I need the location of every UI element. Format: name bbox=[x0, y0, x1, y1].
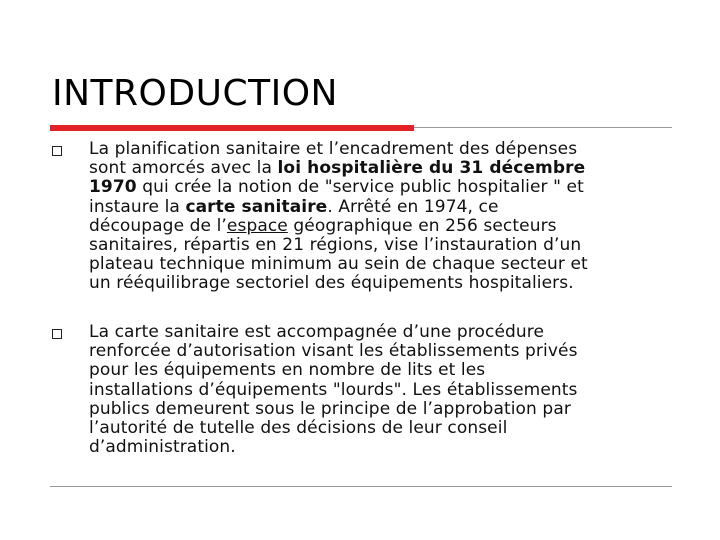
text-run: sanitaires, répartis en 21 régions, vise l’instauration d’un bbox=[89, 235, 582, 256]
slide-title: INTRODUCTION bbox=[52, 73, 338, 114]
text-run: . Arrêté en 1974, ce bbox=[327, 196, 499, 217]
paragraph-line bbox=[89, 381, 675, 400]
paragraph-line bbox=[89, 198, 675, 217]
text-run: sont amorcés avec la bbox=[89, 158, 278, 179]
paragraph-line bbox=[89, 217, 675, 236]
text-run: La planification sanitaire et l’encadrement des dépenses bbox=[89, 139, 578, 159]
text-run: géographique en 256 secteurs bbox=[287, 215, 557, 236]
paragraph-line bbox=[89, 361, 675, 380]
title-accent-bar bbox=[50, 125, 414, 131]
paragraph-line bbox=[89, 400, 675, 419]
text-run: plateau technique minimum au sein de chaque secteur et bbox=[89, 254, 588, 275]
paragraph-line bbox=[89, 342, 675, 361]
text-run: pour les équipements en nombre de lits et les bbox=[89, 360, 486, 381]
text-run: 1970 bbox=[89, 177, 137, 198]
text-run: qui crée la notion de "service public hospitalier " et bbox=[136, 177, 584, 198]
text-run: instaure la bbox=[89, 196, 186, 217]
text-run: l’autorité de tutelle des décisions de leur conseil bbox=[89, 418, 508, 439]
paragraph-line bbox=[89, 178, 675, 197]
hollow-square-bullet-icon bbox=[52, 329, 62, 339]
hollow-square-bullet-icon bbox=[52, 146, 62, 156]
text-run: découpage de l’ bbox=[89, 215, 227, 236]
paragraph-line bbox=[89, 419, 675, 438]
text-run: d’administration. bbox=[89, 437, 236, 458]
paragraph-line bbox=[89, 274, 675, 293]
text-run: La carte sanitaire est accompagnée d’une procédure bbox=[89, 322, 545, 342]
text-run: un rééquilibrage sectoriel des équipements hospitaliers. bbox=[89, 273, 574, 294]
paragraph-line bbox=[89, 438, 675, 457]
bullet-paragraph-1 bbox=[89, 140, 675, 294]
footer-divider-line bbox=[50, 486, 672, 487]
text-run: carte sanitaire bbox=[185, 196, 328, 217]
text-run: renforcée d’autorisation visant les établissements privés bbox=[89, 341, 578, 362]
paragraph-line bbox=[89, 323, 675, 342]
text-run: loi hospitalière du 31 décembre bbox=[277, 158, 586, 179]
bullet-paragraph-2 bbox=[89, 323, 675, 457]
text-run: installations d’équipements "lourds". Les établissements bbox=[89, 379, 578, 400]
paragraph-line bbox=[89, 140, 675, 159]
text-run: publics demeurent sous le principe de l’approbation par bbox=[89, 398, 571, 419]
title-divider-line bbox=[414, 127, 672, 128]
paragraph-line bbox=[89, 159, 675, 178]
paragraph-line bbox=[89, 255, 675, 274]
text-run: espace bbox=[226, 215, 288, 236]
paragraph-line bbox=[89, 236, 675, 255]
